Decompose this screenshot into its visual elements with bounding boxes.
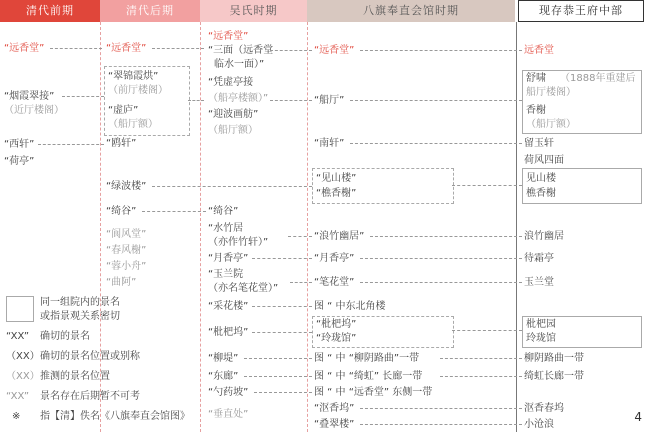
line-c3-pipa <box>252 332 312 333</box>
col3-nanduo: “垂直处” <box>208 409 249 420</box>
col2-xiaozhou: “蓉小舟” <box>106 261 147 272</box>
col4-pipa2: “玲珑馆” <box>316 333 357 344</box>
col5-shuxuan: 舒啸 <box>526 73 546 84</box>
line-c2-group <box>188 100 204 101</box>
line-c1-yuanxiang <box>50 48 102 49</box>
col3-zhongjian: “迎波画舫” <box>208 109 259 120</box>
line-c4-nanxuan <box>350 143 522 144</box>
col2-huxuan: “虚庐” <box>108 105 139 116</box>
col3-liuting: “柳堤” <box>208 353 239 364</box>
col3-shuizhu: “水竹居 <box>208 223 244 234</box>
legend-item1-text: 确切的景名 <box>40 331 90 342</box>
line-c4-chuanting <box>350 100 522 101</box>
legend-item3-mark: （XX） <box>6 371 40 382</box>
legend-item4-mark: “XX” <box>6 391 30 402</box>
line-c4-yiyun <box>440 376 522 377</box>
col3-huxiaqiao: “勺药坡” <box>208 387 249 398</box>
legend-item1-mark: “XX” <box>6 331 30 342</box>
col5-pipa: 枇杷园 <box>526 319 556 330</box>
line-c3-yulan <box>290 282 312 283</box>
line-c1-yanxia <box>62 96 104 97</box>
col2-lubo: “绿波楼” <box>106 181 147 192</box>
col4-nanxuan: “南轩” <box>314 138 345 149</box>
col5-liuyin: 柳阴路曲一带 <box>524 353 584 364</box>
col2-lijiao: “阆风堂” <box>106 229 147 240</box>
col5-shuxuan-note: （1888年重建后 <box>560 73 636 84</box>
col3-pipa: “枇杷坞” <box>208 327 249 338</box>
divider-3 <box>307 22 308 432</box>
legend-box-label2: 或指景观关系密切 <box>40 311 120 322</box>
col3-yulanyuan2: （亦名笔花堂）” <box>208 283 279 294</box>
line-c3-liuting <box>244 358 312 359</box>
header-present: 现存恭王府中部 <box>518 0 644 22</box>
page-number: 4 <box>634 410 642 424</box>
line-c3-chuanting <box>270 100 312 101</box>
legend-box-sample <box>6 296 34 322</box>
col1-yanxia: “烟霞翠接” <box>4 91 55 102</box>
legend-box-label: 同一组院内的景名 <box>40 297 120 308</box>
line-c4-bihua <box>360 282 522 283</box>
col3-yuegu: “绮谷” <box>208 206 239 217</box>
col5-bihua: 玉兰堂 <box>524 277 554 288</box>
line-c2-lubo <box>152 186 312 187</box>
line-c3-huxia <box>254 392 312 393</box>
line-c2-yuanxiang <box>152 48 204 49</box>
line-c4-dieqiao <box>360 424 522 425</box>
line-c4-yuexiang <box>360 258 522 259</box>
line-c4-liuyin <box>440 358 522 359</box>
col4-pipa: “枇杷坞” <box>316 319 357 330</box>
col3-donglang: “东廊” <box>208 371 239 382</box>
col3-yuanxiang: “远香堂” <box>208 31 249 42</box>
header-qing-early: 清代前期 <box>0 0 100 22</box>
col1-yuanxiang: “远香堂” <box>4 43 45 54</box>
col3-tingyue: “凭虚亭接 <box>208 77 254 88</box>
line-c3-caihua <box>252 306 312 307</box>
col2-huxuan-note: （船厅额） <box>108 119 158 130</box>
line-c3-shuizhu <box>288 236 312 237</box>
legend-item2-mark: （XX） <box>6 351 40 362</box>
col5-xiangxie-note: （船厅额） <box>526 119 576 130</box>
col2-yingxuan: “鸥轩” <box>106 138 137 149</box>
legend-item5-mark: ※ <box>12 411 21 422</box>
col5-lengfeng: 荷风四面 <box>524 155 564 166</box>
legend-item3-text: 推测的景名位置 <box>40 371 110 382</box>
col4-langyin: “浪竹幽居” <box>314 231 365 242</box>
col3-sanjin: “三面（远香堂 <box>208 45 274 56</box>
col4-dieqiao: “叠翠楼” <box>314 419 355 430</box>
header-qing-late: 清代后期 <box>100 0 200 22</box>
col4-yuanxiang: “远香堂” <box>314 45 355 56</box>
line-c3-yuexiang <box>252 258 312 259</box>
col4-tu-yiyun: 图 “ 中 “绮虹” 长廊一带 <box>314 371 423 382</box>
col5-jianshan: 见山楼 <box>526 173 556 184</box>
col3-sanjin2: 临水一面）” <box>214 59 265 70</box>
col4-ouxiang: “沤香坞” <box>314 403 355 414</box>
col5-shuxuan-note2: 船厅楼阁） <box>526 87 576 98</box>
col1-yanxia-note: （近厅楼阁） <box>4 105 64 116</box>
line-c4-yuanxiang <box>360 50 522 51</box>
col2-quge: “曲阿” <box>106 277 137 288</box>
line-c4-ouxiang <box>360 408 522 409</box>
col2-yuegu: “绮谷” <box>106 206 137 217</box>
line-c1-xixuan <box>38 144 104 145</box>
col4-tuzhongbei: 图 “ 中东北角楼 <box>314 301 386 312</box>
col5-ouxiang: 沤香春坞 <box>524 403 564 414</box>
legend-item5-text: 指【清】佚名《八旗奉直会馆图》 <box>40 411 190 422</box>
line-c4-pipa <box>452 330 522 331</box>
legend-item4-text: 景名存在后期暂不可考 <box>40 391 140 402</box>
col4-bihua: “笔花堂” <box>314 277 355 288</box>
col4-tu-yuanxiang: 图 “ 中 “远香堂” 东侧一带 <box>314 387 433 398</box>
line-c4-langyin <box>370 236 522 237</box>
col3-zhongjian2: （船厅额） <box>208 125 258 136</box>
line-c3-yuanxiang <box>270 50 312 51</box>
divider-2 <box>200 22 201 432</box>
col3-yuexiang: “月香亭” <box>208 253 249 264</box>
col2-jinxiu-note: （前厅楼阁） <box>108 85 168 96</box>
col5-linglong: 玲珑馆 <box>526 333 556 344</box>
col5-yihong: 绮虹长廊一带 <box>524 371 584 382</box>
col5-xiangxie: 香榭 <box>526 105 546 116</box>
col2-yuanxiang: “远香堂” <box>106 43 147 54</box>
col5-yuexiang: 待霜亭 <box>524 253 554 264</box>
col4-tu-liuyin: 图 “ 中 “柳阴路曲”一带 <box>314 353 420 364</box>
col4-jianshan: “见山楼” <box>316 173 357 184</box>
divider-4 <box>516 22 517 432</box>
line-c4-jianshan <box>452 185 522 186</box>
col2-jinxiu: “翠锦霞烘” <box>108 71 159 82</box>
col5-yuanxiang: 远香堂 <box>524 45 554 56</box>
header-wu: 吴氏时期 <box>200 0 307 22</box>
col3-caihua: “采花楼” <box>208 301 249 312</box>
col3-tingyue2: （船亭楼额）” <box>208 93 269 104</box>
line-c2-yuegu <box>142 211 206 212</box>
legend-item2-text: 确切的景名位置或别称 <box>40 351 140 362</box>
col4-chuanting: “船厅” <box>314 95 345 106</box>
col3-shuizhu2: （亦作竹轩）” <box>208 237 269 248</box>
col2-chunfeng: “春风榭” <box>106 245 147 256</box>
header-bagi: 八旗奉直会馆时期 <box>307 0 515 22</box>
col5-jianshan2: 樵香榭 <box>526 188 556 199</box>
col4-jianshan2: “樵香榭” <box>316 188 357 199</box>
col5-langzhu: 浪竹幽居 <box>524 231 564 242</box>
col3-yulanyuan: “玉兰院 <box>208 269 244 280</box>
col4-yuexiang: “月香亭” <box>314 253 355 264</box>
col5-xiaocang: 小沧浪 <box>524 419 554 430</box>
line-c3-donglang <box>244 376 312 377</box>
col1-xixuan: “西轩” <box>4 139 35 150</box>
col1-hexiang: “荷亭” <box>4 156 35 167</box>
col5-xiaxuan: 留玉轩 <box>524 138 554 149</box>
